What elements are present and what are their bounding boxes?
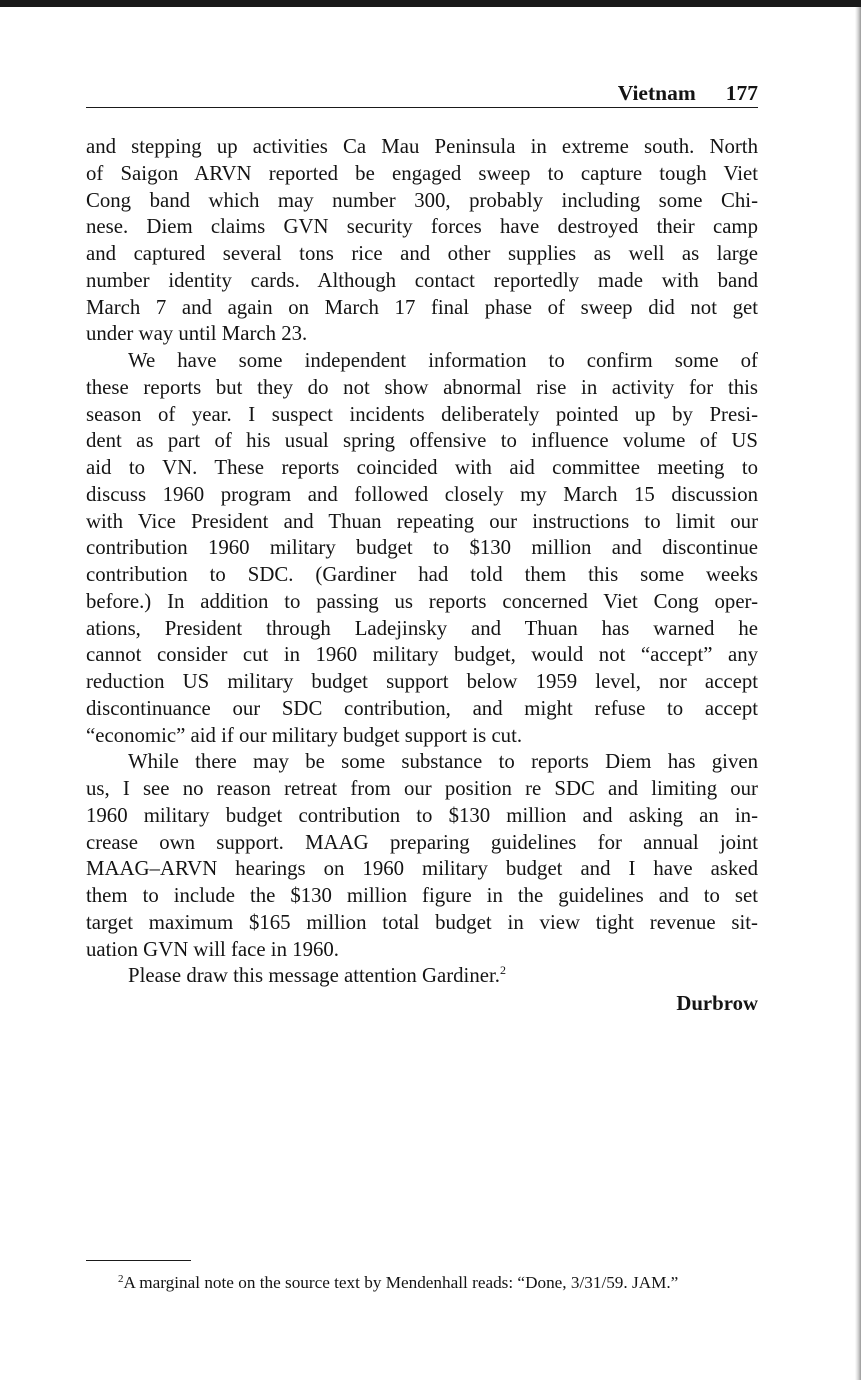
footnote-divider — [86, 1260, 191, 1261]
page-top-border — [0, 0, 861, 7]
text-line: MAAG–ARVN hearings on 1960 military budget and I have asked — [86, 857, 758, 881]
text-line: “economic” aid if our military budget support is cut. — [86, 723, 523, 747]
text-line: nese. Diem claims GVN security forces have destroyed their camp — [86, 215, 758, 239]
text-line: ations, President through Ladejinsky and Thuan has warned he — [86, 616, 758, 640]
page-right-edge — [855, 7, 861, 1380]
text-line: and stepping up activities Ca Mau Peninsula in extreme south. North — [86, 135, 758, 158]
footnote-reference[interactable]: 2 — [499, 963, 506, 978]
text-line: We have some independent information to confirm some of — [128, 349, 758, 372]
text-line: them to include the $130 million figure in the guidelines and to set — [86, 884, 758, 907]
text-line: us, I see no reason retreat from our position re SDC and limiting our — [86, 777, 758, 800]
text-line: discuss 1960 program and followed closely my March 15 discussion — [86, 482, 758, 506]
text-line: number identity cards. Although contact reportedly made with band — [86, 268, 758, 292]
text-line: 1960 military budget contribution to $130 million and asking an in- — [86, 803, 758, 827]
text-line: and captured several tons rice and other supplies as well as large — [86, 242, 758, 265]
text-line: cannot consider cut in 1960 military budget, would not “accept” any — [86, 643, 758, 667]
text-line: contribution 1960 military budget to $130 million and discontinue — [86, 536, 758, 560]
text-line: discontinuance our SDC contribution, and might refuse to accept — [86, 696, 758, 720]
footnote-marker: 2 — [118, 1273, 124, 1285]
page-number: 177 — [725, 81, 758, 105]
text-line: season of year. I suspect incidents deliberately pointed up by Presi- — [86, 402, 758, 426]
text-line: of Saigon ARVN reported be engaged sweep to capture tough Viet — [86, 161, 758, 185]
text-line: uation GVN will face in 1960. — [86, 937, 339, 961]
text-line: before.) In addition to passing us reports concerned Viet Cong oper- — [86, 589, 758, 613]
closing-line — [86, 963, 758, 990]
text-line: While there may be some substance to reports Diem has given — [128, 750, 758, 774]
text-line: these reports but they do not show abnormal rise in activity for this — [86, 375, 758, 399]
text-line: Cong band which may number 300, probably including some Chi- — [86, 188, 758, 212]
text-line: target maximum $165 million total budget in view tight revenue sit- — [86, 910, 758, 934]
text-line: reduction US military budget support below 1959 level, nor accept — [86, 670, 758, 693]
text-line: aid to VN. These reports coincided with aid committee meeting to — [86, 456, 758, 479]
footnote-text: A marginal note on the source text by Mendenhall reads: “Done, 3/31/59. JAM.” — [123, 1273, 679, 1292]
text-line: under way until March 23. — [86, 322, 308, 346]
running-head — [86, 80, 758, 108]
text-line: crease own support. MAAG preparing guidelines for annual joint — [86, 830, 758, 854]
running-head-title: Vietnam — [617, 81, 696, 105]
signature: Durbrow — [676, 992, 758, 1015]
body-text — [86, 134, 758, 1018]
text-line: dent as part of his usual spring offensive to influence volume of US — [86, 429, 758, 453]
text-line: contribution to SDC. (Gardiner had told them this some weeks — [86, 563, 758, 586]
text-line: March 7 and again on March 17 final phase of sweep did not get — [86, 295, 758, 319]
footnote — [118, 1271, 678, 1295]
text-line: with Vice President and Thuan repeating our instructions to limit our — [86, 509, 758, 533]
closing-line-text: Please draw this message attention Gardiner. — [128, 964, 500, 988]
